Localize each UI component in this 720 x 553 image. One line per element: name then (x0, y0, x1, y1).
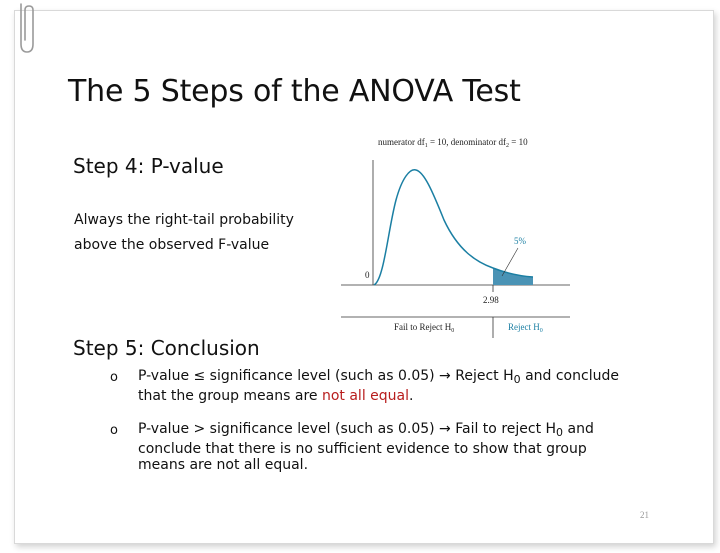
reject-label: Reject $H_0$ (508, 322, 543, 334)
step4-body (74, 208, 294, 258)
critical-value-label: 2.98 (483, 295, 499, 305)
figure-caption: numerator $df_1 = 10$, denominator $df_2 = 10$ (378, 137, 528, 149)
tail-percent-label: 5% (514, 236, 526, 246)
step5-heading: Step 5: Conclusion (73, 336, 260, 360)
f-distribution-figure (336, 130, 576, 340)
bullet-marker: o (110, 370, 118, 385)
bullet-fail-to-reject: o P-value > significance level (such as 0.05) → Fail to reject $H_0$ and conclude that there is no sufficient evidence to show that group means are not all equal. (110, 421, 594, 473)
step4-line-2: above the observed F-value (74, 237, 270, 253)
tail-pointer (502, 248, 518, 276)
page-number: 21 (640, 510, 649, 520)
arrow-icon: → (439, 368, 451, 384)
bullet-marker: o (110, 423, 118, 438)
zero-label: 0 (365, 270, 370, 280)
slide-title: The 5 Steps of the ANOVA Test (68, 74, 521, 109)
conclusion-bullets (110, 368, 630, 490)
arrow-icon: → (439, 421, 451, 437)
bullet-reject: o P-value ≤ significance level (such as 0.05) → Reject $H_0$ and conclude that the group means are not all equal. (110, 368, 619, 404)
step4-heading: Step 4: P-value (73, 154, 224, 178)
fail-to-reject-label: Fail to Reject $H_0$ (394, 322, 455, 334)
paperclip-icon (14, 0, 38, 58)
density-curve (374, 170, 533, 285)
step4-line-1: Always the right-tail probability (74, 212, 294, 228)
highlight-not-all-equal: not all equal (321, 388, 409, 404)
